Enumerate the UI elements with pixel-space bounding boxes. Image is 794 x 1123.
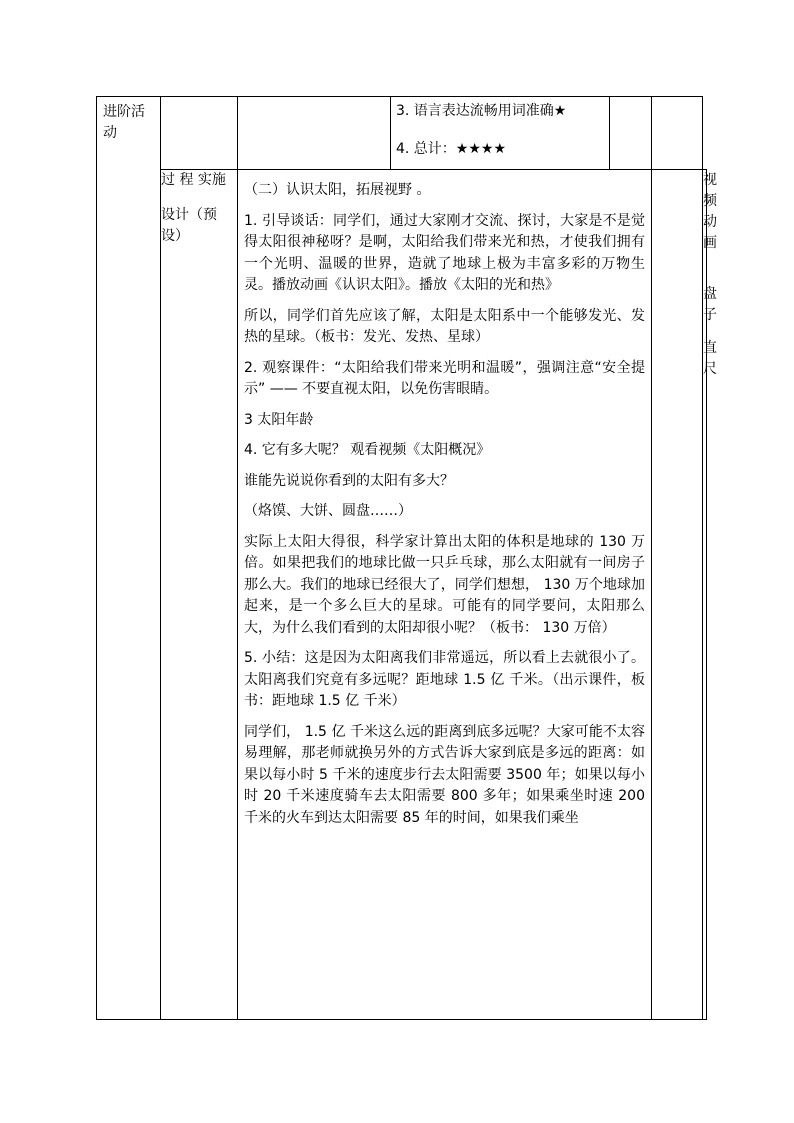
empty-cell	[161, 97, 238, 170]
process-label-cell	[161, 170, 238, 1020]
lesson-content	[238, 170, 651, 829]
lesson-plan-table	[96, 96, 717, 1020]
content-paragraph: 实际上太阳大得很，科学家计算出太阳的体积是地球的 130 万倍。如果把我们的地球比做一只乒乓球，那么太阳就有一间房子那么大。我们的地球已经很大了，同学们想想， 130 万个地球加起来，是一个多么巨大的星球。可能有的同学要问，太阳那么大，为什么我们看到的太阳却很小呢？（板书： 130 万倍）	[244, 533, 645, 636]
content-cell	[238, 170, 652, 1020]
content-paragraph: （烙馍、大饼、圆盘……）	[244, 503, 412, 519]
criteria-item: 4. 总计：★★★★	[396, 141, 507, 157]
content-paragraph: 谁能先说说你看到的太阳有多大？	[244, 472, 454, 489]
stage-label: 进阶活动	[103, 104, 145, 141]
empty-cell	[652, 97, 703, 170]
process-label: 过 程 实施	[161, 172, 226, 188]
process-sublabel: 设计（预设）	[161, 207, 217, 244]
stage-cell	[97, 97, 161, 1020]
criteria-item: 3. 语言表达流畅用词准确★	[396, 103, 567, 119]
empty-cell	[652, 170, 703, 1020]
content-paragraph: 同学们， 1.5 亿 千米这么远的距离到底多远呢？大家可能不太容易理解，那老师就换另外的方式告诉大家到底是多远的距离：如果以每小时 5 千米的速度步行去太阳需要 3500 年；如果以每小时 20 千米速度骑车去太阳需要 800 多年；如果乘坐时速 200 千米的火车到达太阳需要 85 年的时间，如果我们乘坐	[244, 723, 645, 826]
content-paragraph: （二）认识太阳，拓展视野 。	[244, 182, 431, 198]
resources-cell	[703, 170, 717, 1020]
resource-item: 盘子	[703, 286, 717, 323]
content-paragraph: 3 太阳年龄	[244, 411, 314, 428]
table-row	[97, 97, 707, 170]
resource-item: 动画	[703, 214, 717, 251]
resource-item: 直尺	[703, 340, 717, 377]
criteria-cell	[391, 97, 610, 170]
table-row	[97, 170, 707, 1020]
content-paragraph: 1. 引导谈话：同学们，通过大家刚才交流、探讨，大家是不是觉得太阳很神秘呀？是啊，太阳给我们带来光和热，才使我们拥有一个光明、温暖的世界，造就了地球上极为丰富多彩的万物生灵。播放动画《认识太阳》。播放《太阳的光和热》	[244, 212, 645, 293]
content-paragraph: 5. 小结：这是因为太阳离我们非常遥远，所以看上去就很小了。太阳离我们究竟有多远呢？距地球 1.5 亿 千米。（出示课件，板书：距地球 1.5 亿 千米）	[244, 650, 645, 709]
empty-cell	[238, 97, 391, 170]
resource-item: 视频	[703, 172, 717, 209]
content-paragraph: 4. 它有多大呢？ 观看视频《太阳概况》	[244, 442, 491, 458]
empty-cell	[610, 97, 652, 170]
content-paragraph: 2. 观察课件：“太阳给我们带来光明和温暖”，强调注意“安全提示” —— 不要直视太阳，以免伤害眼睛。	[244, 359, 645, 397]
content-paragraph: 所以，同学们首先应该了解，太阳是太阳系中一个能够发光、发热的星球。（板书：发光、发热、星球）	[244, 307, 645, 345]
